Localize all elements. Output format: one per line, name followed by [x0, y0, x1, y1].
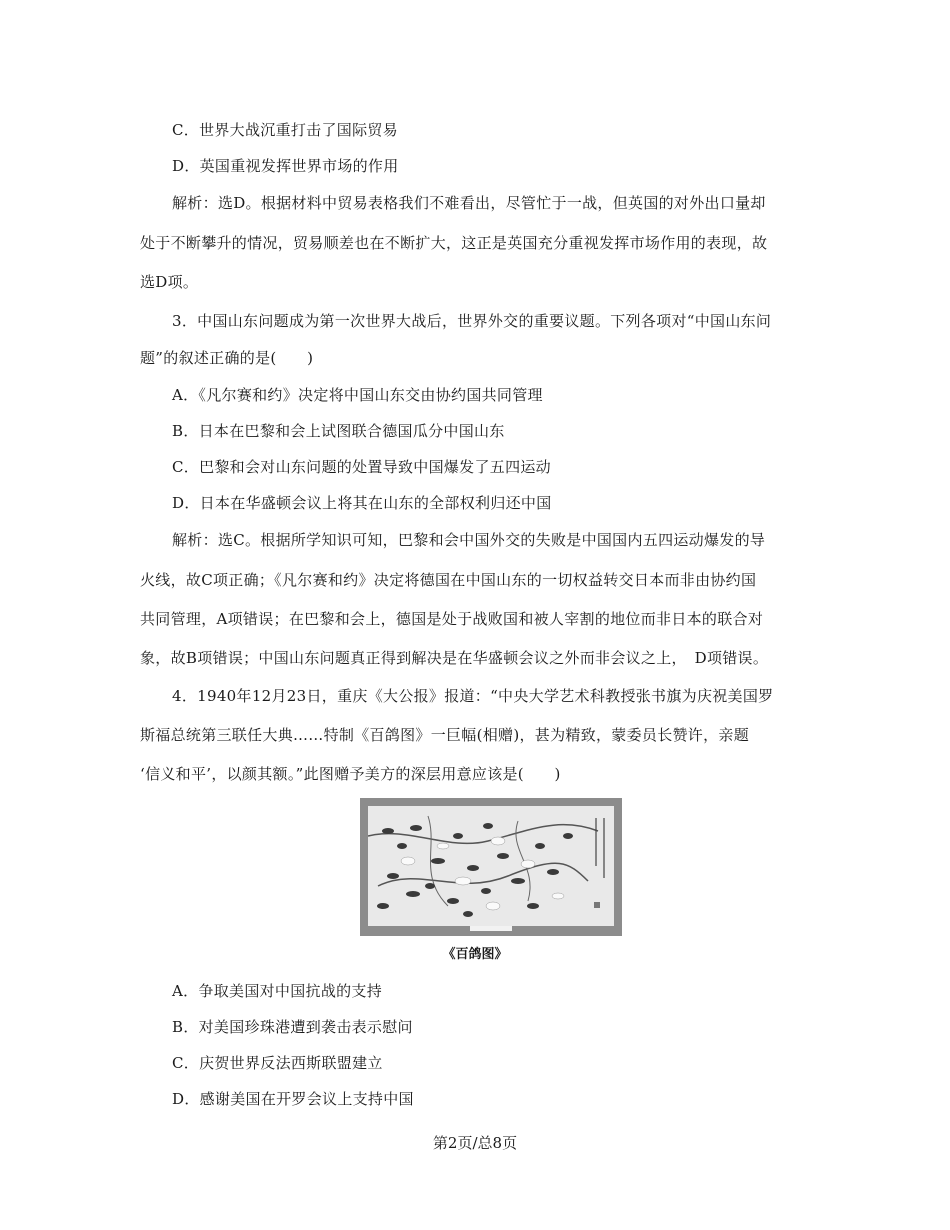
q3-option-d: D．日本在华盛顿会议上将其在山东的全部权利归还中国: [172, 494, 552, 512]
q4-stem-line-1: 4．1940年12月23日，重庆《大公报》报道：“中央大学艺术科教授张书旗为庆祝美国罗: [172, 687, 774, 705]
painting-canvas: [368, 806, 614, 926]
q3-option-a: A．《凡尔赛和约》决定将中国山东交由协约国共同管理: [172, 386, 543, 404]
q2-option-c: C．世界大战沉重打击了国际贸易: [172, 121, 398, 139]
q2-analysis-line-2: 处于不断攀升的情况，贸易顺差也在不断扩大，这正是英国充分重视发挥市场作用的表现，故: [140, 234, 768, 252]
q2-option-d: D．英国重视发挥世界市场的作用: [172, 157, 399, 175]
page-footer: 第2页/总8页: [432, 1134, 518, 1152]
q2-analysis-line-3: 选D项。: [140, 273, 199, 291]
q3-stem-line-2: 题”的叙述正确的是( ): [140, 349, 314, 367]
q2-analysis-line-1: 解析：选D。根据材料中贸易表格我们不难看出，尽管忙于一战，但英国的对外出口量却: [172, 194, 766, 212]
q4-option-b: B．对美国珍珠港遭到袭击表示慰问: [172, 1018, 413, 1036]
painting-illustration: [368, 806, 614, 926]
hundred-doves-painting-image: [360, 798, 622, 936]
figure-caption: 《百鸽图》: [442, 947, 508, 962]
q3-analysis-line-1: 解析：选C。根据所学知识可知，巴黎和会中国外交的失败是中国国内五四运动爆发的导: [172, 531, 766, 549]
q3-option-b: B．日本在巴黎和会上试图联合德国瓜分中国山东: [172, 422, 505, 440]
q3-analysis-line-3: 共同管理，A项错误；在巴黎和会上，德国是处于战败国和被人宰割的地位而非日本的联合对: [140, 610, 764, 628]
q3-analysis-line-4: 象，故B项错误；中国山东问题真正得到解决是在华盛顿会议之外而非会议之上， D项错误。: [140, 649, 769, 667]
q3-analysis-line-2: 火线，故C项正确；《凡尔赛和约》决定将德国在中国山东的一切权益转交日本而非由协约国: [140, 571, 757, 589]
q4-option-a: A．争取美国对中国抗战的支持: [172, 982, 383, 1000]
q4-option-c: C．庆贺世界反法西斯联盟建立: [172, 1054, 383, 1072]
q3-option-c: C．巴黎和会对山东问题的处置导致中国爆发了五四运动: [172, 458, 551, 476]
q4-stem-line-3: ‘信义和平’，以颜其额。”此图赠予美方的深层用意应该是( ): [140, 765, 561, 783]
q4-option-d: D．感谢美国在开罗会议上支持中国: [172, 1090, 414, 1108]
q4-stem-line-2: 斯福总统第三联任大典……特制《百鸽图》一巨幅(相赠)，甚为精致，蒙委员长赞许，亲题: [140, 726, 750, 744]
q3-stem-line-1: 3．中国山东问题成为第一次世界大战后，世界外交的重要议题。下列各项对“中国山东问: [172, 312, 772, 330]
painting-mount: [470, 926, 512, 931]
